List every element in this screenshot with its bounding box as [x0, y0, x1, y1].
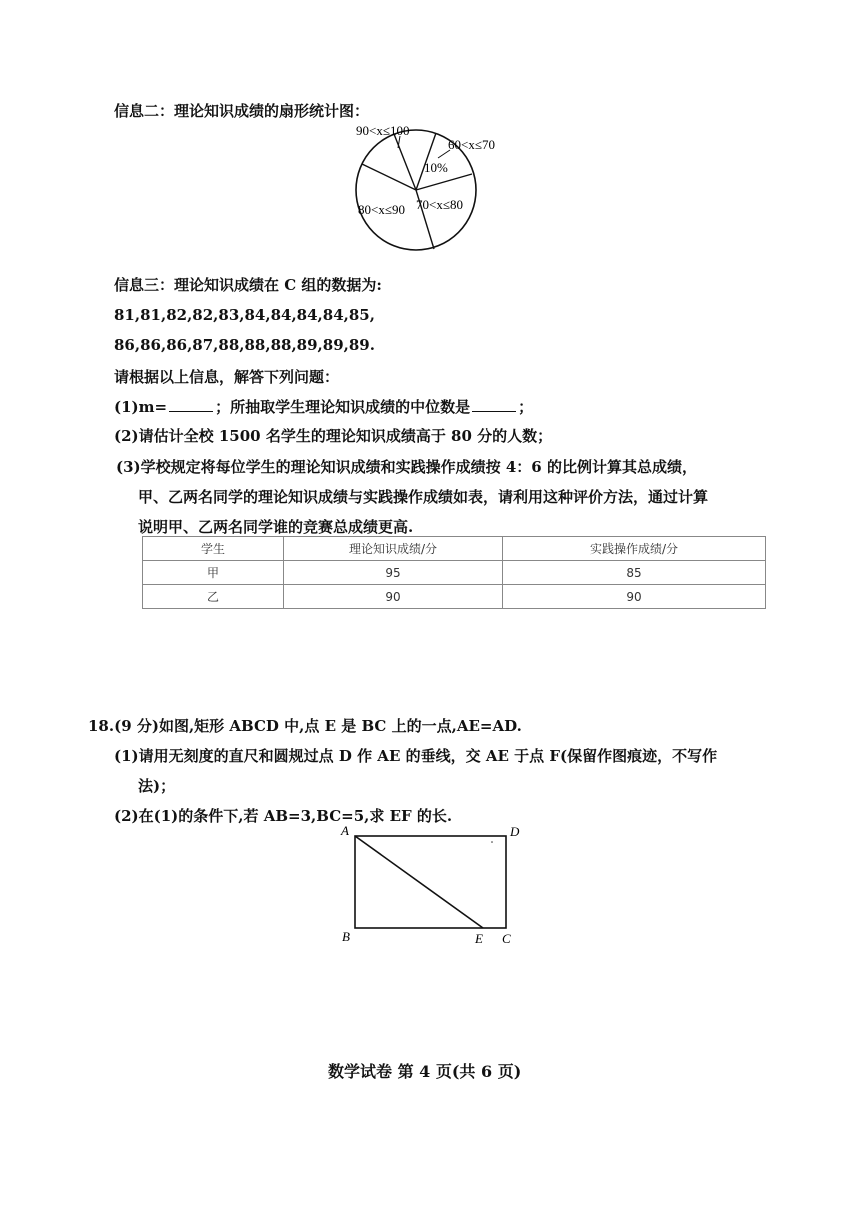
table-cell: 95: [284, 561, 503, 585]
vertex-label-b: B: [342, 929, 350, 944]
question-3-line3: 说明甲、乙两名同学谁的竞赛总成绩更高.: [138, 518, 414, 536]
vertex-label-a: A: [341, 823, 349, 838]
question-18-part1-line1: (1)请用无刻度的直尺和圆规过点 D 作 AE 的垂线，交 AE 于点 F(保留作图痕迹，不写作: [114, 747, 718, 765]
table-cell: 85: [503, 561, 766, 585]
questions-prompt: 请根据以上信息，解答下列问题：: [114, 368, 340, 386]
table-cell: 甲: [143, 561, 284, 585]
question-18-title: 18.(9 分)如图,矩形 ABCD 中,点 E 是 BC 上的一点,AE=AD.: [88, 717, 522, 735]
answer-blank-m[interactable]: [169, 397, 213, 412]
question-18-part2: (2)在(1)的条件下,若 AB=3,BC=5,求 EF 的长.: [114, 807, 453, 825]
rectangle-figure: [336, 822, 526, 948]
page-footer: 数学试卷 第 4 页(共 6 页): [328, 1062, 522, 1081]
question-18-part1-line2: 法)；: [138, 777, 176, 795]
rectangle-abcd: [355, 836, 506, 928]
info3-data-line2: 86,86,86,87,88,88,88,89,89,89.: [114, 336, 375, 354]
vertex-label-c: C: [502, 931, 511, 946]
pie-chart: [340, 118, 520, 263]
question-2: (2)请估计全校 1500 名学生的理论知识成绩高于 80 分的人数；: [114, 427, 553, 445]
dot-mark: [491, 841, 493, 843]
pie-label-60-70: 60<x≤70: [448, 137, 495, 152]
answer-blank-median[interactable]: [472, 397, 516, 412]
question-3-line2: 甲、乙两名同学的理论知识成绩与实践操作成绩如表，请利用这种评价方法，通过计算: [138, 488, 709, 506]
question-1: [114, 396, 533, 417]
segment-ae: [355, 836, 483, 928]
table-cell: 90: [503, 585, 766, 609]
pie-label-pct: 10%: [424, 160, 448, 175]
vertex-label-e: E: [475, 931, 483, 946]
table-row: [143, 585, 766, 609]
pie-label-70-80: 70<x≤80: [416, 197, 463, 212]
pie-label-90-100: 90<x≤100: [356, 123, 410, 138]
table-header: 实践操作成绩/分: [503, 537, 766, 561]
table-header: 理论知识成绩/分: [284, 537, 503, 561]
table-header: 学生: [143, 537, 284, 561]
question-1-part3: ；: [518, 398, 534, 416]
info2-heading: 信息二：理论知识成绩的扇形统计图：: [114, 102, 370, 120]
pie-label-80-90: 80<x≤90: [358, 202, 405, 217]
table-header-row: [143, 537, 766, 561]
question-1-part1: (1)m=: [114, 398, 168, 416]
table-cell: 乙: [143, 585, 284, 609]
pie-line-right: [416, 174, 472, 190]
vertex-label-d: D: [510, 824, 520, 839]
score-table: [142, 536, 766, 609]
question-3-line1: (3)学校规定将每位学生的理论知识成绩和实践操作成绩按 4：6 的比例计算其总成绩，: [116, 458, 697, 476]
question-1-part2: ；所抽取学生理论知识成绩的中位数是: [215, 398, 471, 416]
table-cell: 90: [284, 585, 503, 609]
info3-heading: 信息三：理论知识成绩在 C 组的数据为:: [114, 276, 382, 294]
info3-data-line1: 81,81,82,82,83,84,84,84,84,85,: [114, 306, 375, 324]
table-row: [143, 561, 766, 585]
